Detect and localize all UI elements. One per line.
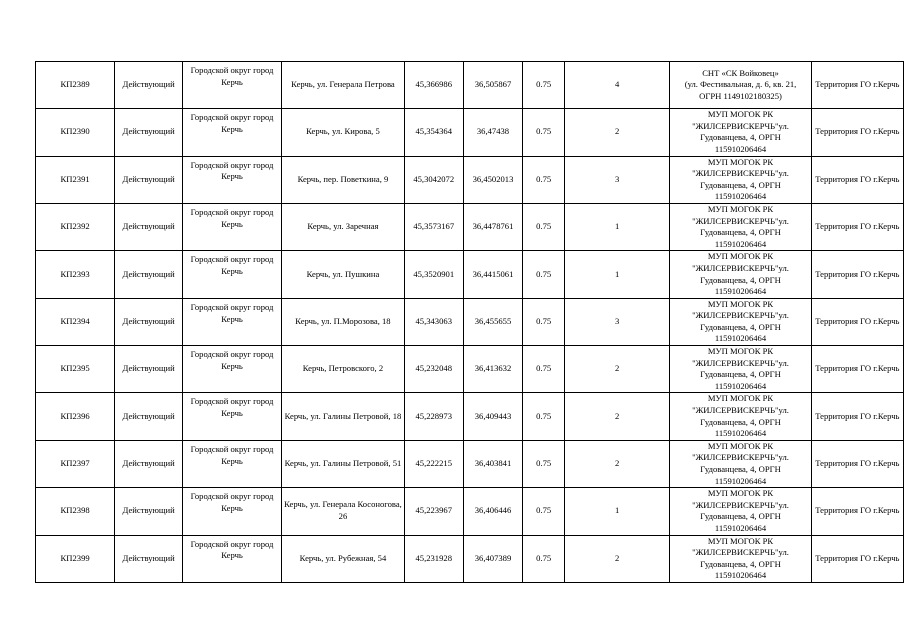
container-count-cell: 1 bbox=[565, 251, 670, 298]
latitude-cell: 45,3520901 bbox=[404, 251, 463, 298]
owner-line: Гудованцева, 4, ОРГН bbox=[700, 464, 781, 474]
owner-line: МУП МОГОК РК bbox=[707, 440, 774, 451]
owner-cell bbox=[670, 393, 811, 440]
status-cell: Действующий bbox=[115, 62, 183, 109]
container-count-cell: 2 bbox=[565, 535, 670, 582]
point-code-cell: КП2391 bbox=[36, 156, 115, 203]
territory-cell: Территория ГО г.Керчь bbox=[811, 535, 903, 582]
address-cell: Керчь, пер. Поветкина, 9 bbox=[282, 156, 405, 203]
address-cell: Керчь, ул. Кирова, 5 bbox=[282, 109, 405, 156]
owner-cell bbox=[670, 251, 811, 298]
status-cell: Действующий bbox=[115, 251, 183, 298]
owner-line: "ЖИЛСЕРВИСКЕРЧЬ"ул. bbox=[692, 310, 789, 321]
owner-line: "ЖИЛСЕРВИСКЕРЧЬ"ул. bbox=[692, 405, 789, 416]
point-code-cell: КП2399 bbox=[36, 535, 115, 582]
longitude-cell: 36,505867 bbox=[463, 62, 523, 109]
area-cell: 0.75 bbox=[523, 251, 565, 298]
territory-cell: Территория ГО г.Керчь bbox=[811, 203, 903, 250]
owner-line: Гудованцева, 4, ОРГН bbox=[700, 369, 781, 380]
owner-line: "ЖИЛСЕРВИСКЕРЧЬ"ул. bbox=[692, 499, 789, 510]
owner-line: (ул. Фестивальная, д. 6, кв. 21, bbox=[684, 79, 797, 90]
container-count-cell: 2 bbox=[565, 440, 670, 487]
latitude-cell: 45,354364 bbox=[404, 109, 463, 156]
point-code-cell: КП2395 bbox=[36, 346, 115, 393]
owner-cell bbox=[670, 440, 811, 487]
status-cell: Действующий bbox=[115, 156, 183, 203]
district-cell: Городской округ город Керчь bbox=[183, 488, 282, 535]
area-cell: 0.75 bbox=[523, 535, 565, 582]
owner-line: "ЖИЛСЕРВИСКЕРЧЬ"ул. bbox=[692, 168, 789, 179]
registry-table-body bbox=[36, 62, 904, 583]
owner-line: "ЖИЛСЕРВИСКЕРЧЬ"ул. bbox=[692, 215, 789, 226]
owner-line: МУП МОГОК РК bbox=[707, 535, 774, 546]
longitude-cell: 36,47438 bbox=[463, 109, 523, 156]
latitude-cell: 45,3573167 bbox=[404, 203, 463, 250]
address-cell: Керчь, ул. Рубежная, 54 bbox=[282, 535, 405, 582]
address-cell: Керчь, Петровского, 2 bbox=[282, 346, 405, 393]
owner-line: 115910206464 bbox=[714, 570, 767, 581]
longitude-cell: 36,403841 bbox=[463, 440, 523, 487]
container-count-cell: 4 bbox=[565, 62, 670, 109]
table-row bbox=[36, 393, 904, 440]
status-cell: Действующий bbox=[115, 346, 183, 393]
owner-line: МУП МОГОК РК bbox=[707, 203, 774, 214]
area-cell: 0.75 bbox=[523, 440, 565, 487]
address-cell: Керчь, ул. Галины Петровой, 18 bbox=[282, 393, 405, 440]
owner-cell bbox=[670, 109, 811, 156]
table-row bbox=[36, 488, 904, 535]
owner-line: Гудованцева, 4, ОРГН bbox=[700, 558, 781, 569]
status-cell: Действующий bbox=[115, 440, 183, 487]
area-cell: 0.75 bbox=[523, 203, 565, 250]
owner-line: "ЖИЛСЕРВИСКЕРЧЬ"ул. bbox=[692, 120, 789, 131]
status-cell: Действующий bbox=[115, 203, 183, 250]
district-cell: Городской округ город Керчь bbox=[183, 109, 282, 156]
territory-cell: Территория ГО г.Керчь bbox=[811, 62, 903, 109]
container-count-cell: 1 bbox=[565, 488, 670, 535]
point-code-cell: КП2396 bbox=[36, 393, 115, 440]
owner-line: Гудованцева, 4, ОРГН bbox=[700, 132, 781, 143]
table-row bbox=[36, 346, 904, 393]
longitude-cell: 36,455655 bbox=[463, 298, 523, 345]
area-cell: 0.75 bbox=[523, 109, 565, 156]
territory-cell: Территория ГО г.Керчь bbox=[811, 156, 903, 203]
container-count-cell: 3 bbox=[565, 298, 670, 345]
owner-line: МУП МОГОК РК bbox=[707, 109, 774, 120]
territory-cell: Территория ГО г.Керчь bbox=[811, 251, 903, 298]
status-cell: Действующий bbox=[115, 393, 183, 440]
latitude-cell: 45,3042072 bbox=[404, 156, 463, 203]
owner-line: СНТ «СК Войковец» bbox=[702, 67, 779, 78]
owner-line: МУП МОГОК РК bbox=[707, 251, 774, 262]
longitude-cell: 36,413632 bbox=[463, 346, 523, 393]
district-cell: Городской округ город Керчь bbox=[183, 62, 282, 109]
territory-cell: Территория ГО г.Керчь bbox=[811, 346, 903, 393]
owner-line: "ЖИЛСЕРВИСКЕРЧЬ"ул. bbox=[692, 547, 789, 558]
territory-cell: Территория ГО г.Керчь bbox=[811, 440, 903, 487]
address-cell: Керчь, ул. Галины Петровой, 51 bbox=[282, 440, 405, 487]
point-code-cell: КП2392 bbox=[36, 203, 115, 250]
owner-line: Гудованцева, 4, ОРГН bbox=[700, 321, 781, 332]
owner-cell bbox=[670, 488, 811, 535]
owner-line: "ЖИЛСЕРВИСКЕРЧЬ"ул. bbox=[692, 262, 789, 273]
owner-line: 115910206464 bbox=[714, 428, 767, 439]
address-cell: Керчь, ул. Генерала Косоногова, 26 bbox=[282, 488, 405, 535]
owner-line: 115910206464 bbox=[714, 286, 767, 297]
table-row bbox=[36, 440, 904, 487]
table-row bbox=[36, 535, 904, 582]
district-cell: Городской округ город Керчь bbox=[183, 393, 282, 440]
point-code-cell: КП2390 bbox=[36, 109, 115, 156]
district-cell: Городской округ город Керчь bbox=[183, 156, 282, 203]
owner-cell bbox=[670, 298, 811, 345]
owner-line: 115910206464 bbox=[714, 143, 767, 154]
longitude-cell: 36,4502013 bbox=[463, 156, 523, 203]
territory-cell: Территория ГО г.Керчь bbox=[811, 393, 903, 440]
latitude-cell: 45,222215 bbox=[404, 440, 463, 487]
owner-line: МУП МОГОК РК bbox=[707, 393, 774, 404]
address-cell: Керчь, ул. Заречная bbox=[282, 203, 405, 250]
longitude-cell: 36,4415061 bbox=[463, 251, 523, 298]
district-cell: Городской округ город Керчь bbox=[183, 203, 282, 250]
owner-line: 115910206464 bbox=[714, 238, 767, 249]
table-row bbox=[36, 109, 904, 156]
owner-cell bbox=[670, 535, 811, 582]
point-code-cell: КП2394 bbox=[36, 298, 115, 345]
point-code-cell: КП2398 bbox=[36, 488, 115, 535]
status-cell: Действующий bbox=[115, 298, 183, 345]
owner-cell bbox=[670, 346, 811, 393]
owner-line: 115910206464 bbox=[714, 380, 767, 391]
owner-cell bbox=[670, 62, 811, 109]
owner-line: МУП МОГОК РК bbox=[707, 156, 774, 167]
area-cell: 0.75 bbox=[523, 488, 565, 535]
area-cell: 0.75 bbox=[523, 393, 565, 440]
area-cell: 0.75 bbox=[523, 156, 565, 203]
latitude-cell: 45,231928 bbox=[404, 535, 463, 582]
longitude-cell: 36,4478761 bbox=[463, 203, 523, 250]
owner-line: 115910206464 bbox=[714, 522, 767, 533]
owner-line: МУП МОГОК РК bbox=[707, 346, 774, 357]
latitude-cell: 45,366986 bbox=[404, 62, 463, 109]
point-code-cell: КП2393 bbox=[36, 251, 115, 298]
address-cell: Керчь, ул. Пушкина bbox=[282, 251, 405, 298]
owner-line: Гудованцева, 4, ОРГН bbox=[700, 416, 781, 427]
status-cell: Действующий bbox=[115, 109, 183, 156]
registry-table bbox=[35, 61, 904, 583]
owner-line: Гудованцева, 4, ОРГН bbox=[700, 179, 781, 190]
container-count-cell: 2 bbox=[565, 109, 670, 156]
territory-cell: Территория ГО г.Керчь bbox=[811, 298, 903, 345]
longitude-cell: 36,406446 bbox=[463, 488, 523, 535]
address-cell: Керчь, ул. П.Морозова, 18 bbox=[282, 298, 405, 345]
owner-line: Гудованцева, 4, ОРГН bbox=[700, 511, 781, 522]
longitude-cell: 36,409443 bbox=[463, 393, 523, 440]
owner-cell bbox=[670, 156, 811, 203]
container-count-cell: 3 bbox=[565, 156, 670, 203]
area-cell: 0.75 bbox=[523, 62, 565, 109]
container-count-cell: 2 bbox=[565, 393, 670, 440]
area-cell: 0.75 bbox=[523, 298, 565, 345]
area-cell: 0.75 bbox=[523, 346, 565, 393]
owner-line: МУП МОГОК РК bbox=[707, 298, 774, 309]
district-cell: Городской округ город Керчь bbox=[183, 251, 282, 298]
district-cell: Городской округ город Керчь bbox=[183, 346, 282, 393]
longitude-cell: 36,407389 bbox=[463, 535, 523, 582]
point-code-cell: КП2397 bbox=[36, 440, 115, 487]
district-cell: Городской округ город Керчь bbox=[183, 535, 282, 582]
table-row bbox=[36, 298, 904, 345]
owner-line: "ЖИЛСЕРВИСКЕРЧЬ"ул. bbox=[692, 452, 789, 463]
point-code-cell: КП2389 bbox=[36, 62, 115, 109]
owner-line: ОГРН 1149102180325) bbox=[699, 90, 782, 101]
territory-cell: Территория ГО г.Керчь bbox=[811, 109, 903, 156]
container-count-cell: 2 bbox=[565, 346, 670, 393]
table-row bbox=[36, 251, 904, 298]
owner-line: 115910206464 bbox=[714, 475, 767, 486]
latitude-cell: 45,343063 bbox=[404, 298, 463, 345]
table-row bbox=[36, 156, 904, 203]
owner-cell bbox=[670, 203, 811, 250]
district-cell: Городской округ город Керчь bbox=[183, 298, 282, 345]
owner-line: 115910206464 bbox=[714, 191, 767, 202]
owner-line: Гудованцева, 4, ОРГН bbox=[700, 227, 781, 238]
owner-line: "ЖИЛСЕРВИСКЕРЧЬ"ул. bbox=[692, 357, 789, 368]
status-cell: Действующий bbox=[115, 488, 183, 535]
owner-line: Гудованцева, 4, ОРГН bbox=[700, 274, 781, 285]
table-row bbox=[36, 62, 904, 109]
latitude-cell: 45,223967 bbox=[404, 488, 463, 535]
address-cell: Керчь, ул. Генерала Петрова bbox=[282, 62, 405, 109]
table-row bbox=[36, 203, 904, 250]
district-cell: Городской округ город Керчь bbox=[183, 440, 282, 487]
owner-line: 115910206464 bbox=[714, 333, 767, 344]
owner-line: МУП МОГОК РК bbox=[707, 488, 774, 499]
territory-cell: Территория ГО г.Керчь bbox=[811, 488, 903, 535]
container-count-cell: 1 bbox=[565, 203, 670, 250]
status-cell: Действующий bbox=[115, 535, 183, 582]
latitude-cell: 45,228973 bbox=[404, 393, 463, 440]
latitude-cell: 45,232048 bbox=[404, 346, 463, 393]
